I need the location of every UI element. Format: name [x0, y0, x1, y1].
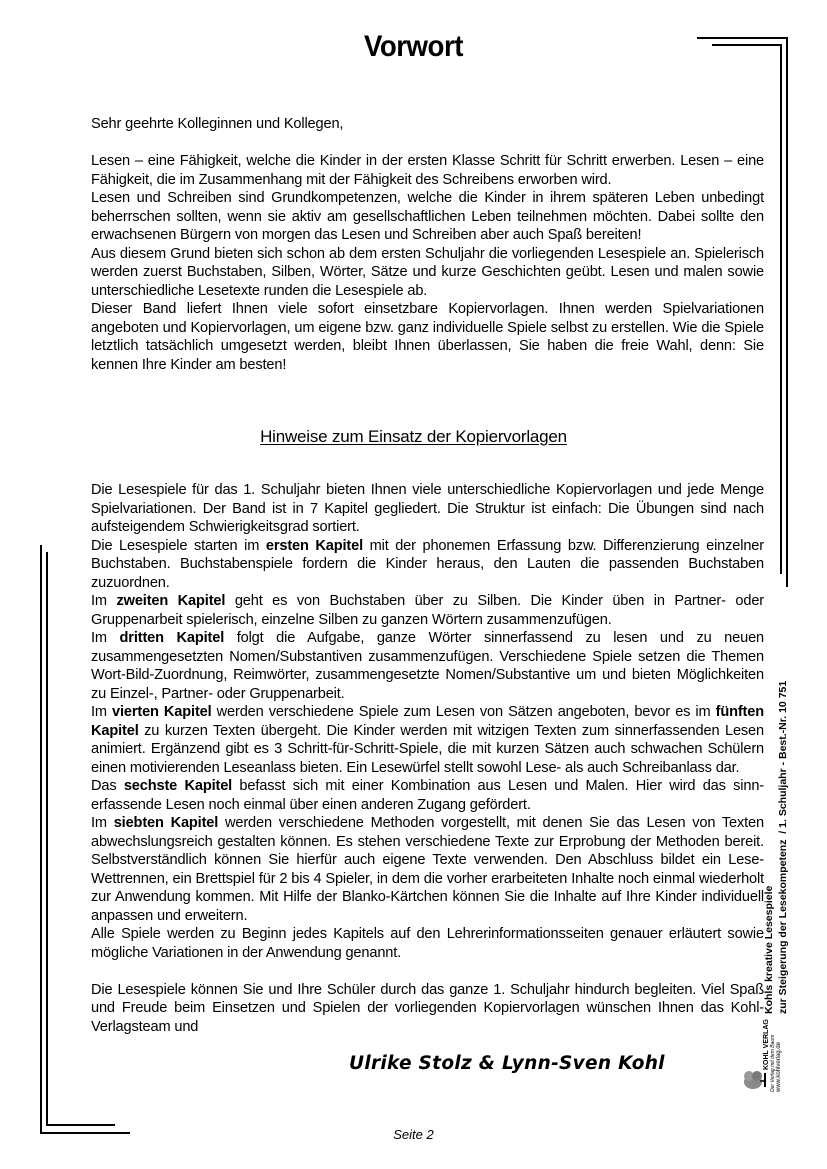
frame-right-inner — [780, 44, 782, 574]
instruction-paragraph — [91, 777, 764, 814]
paragraph-text: werden verschiedene Spiele zum Lesen von Sätzen angeboten, bevor es im — [211, 704, 716, 720]
chapter-highlight: vierten Kapitel — [112, 704, 212, 720]
paragraph-text: Im — [91, 815, 114, 831]
page-number: Seite 2 — [393, 1127, 434, 1142]
paragraph-text: zu kurzen Texten übergeht. Die Kinder werden mit witzigen Texten zum sinnerfassenden Lesen animiert. Ergänzend gibt es 3 Schritt-für-Schritt-Spiele, die mit kurzen Sätzen auch schwachen Schülern einen motivierenden Leseanlass bieten. Ein Lesewürfel stellt sowohl Lese- als auch Schreibanlass dar. — [91, 722, 764, 776]
page-title: Vorwort — [363, 30, 463, 63]
paragraph-text: Im — [91, 593, 117, 609]
intro-paragraph: Aus diesem Grund bieten sich schon ab dem ersten Schuljahr die vorliegenden Lesespiele an. Spielerisch werden zuerst Buchstaben, Silben, Wörter, Sätze und kurze Geschichten geübt. Lesen und malen sowie unterschiedliche Lesetexte runden die Lesespiele ab. — [91, 245, 764, 299]
sidebar-book-subtitle — [777, 681, 789, 1014]
chapter-highlight: fünften Kapitel — [91, 704, 764, 739]
signature: Ulrike Stolz & Lynn-Sven Kohl — [349, 1053, 665, 1074]
book-title-line2: zur Steigerung der Lesekompetenz — [777, 839, 789, 1014]
intro-paragraph: Lesen – eine Fähigkeit, welche die Kinder in der ersten Klasse Schritt für Schritt erwerben. Lesen – eine Fähigkeit, die im Zusammenhang mit der Fähigkeit des Schreibens erworben wird. — [91, 153, 764, 188]
paragraph-text: Im — [91, 704, 113, 720]
paragraph-text: mit der phonemen Erfassung bzw. Differenzierung einzelner Buchstaben. Buchstabenspiele fordern die Kinder heraus, den Lauten die passenden Buchstaben zuzuordnen. — [91, 537, 764, 591]
grade-and-order-number: / 1. Schuljahr - Best.-Nr. 10 751 — [777, 680, 789, 834]
chapter-highlight: zweiten Kapitel — [116, 593, 226, 609]
instruction-paragraph — [91, 629, 764, 703]
publisher-url: www.kohlverlag.de — [776, 1041, 782, 1092]
paragraph-text: folgt die Aufgabe, ganze Wörter sinnerfassend zu lesen und zu neuen zusammengesetzten Nomen/Substantiven zusammenzufügen. Verschiedene Spiele setzen die Themen Wort-Bild-Zuordnung, Reimwörter, zusammengesetzte Nomen/Substantive um und bieten Möglichkeiten zu Einzel-, Partner- oder Gruppenarbeit. — [91, 630, 765, 702]
instruction-paragraph — [91, 537, 764, 593]
sidebar-book-title — [763, 886, 775, 1014]
paragraph-text: Die Lesespiele starten im — [91, 537, 266, 554]
instruction-paragraph — [91, 703, 764, 777]
instruction-paragraph — [91, 481, 764, 537]
chapter-highlight: ersten Kapitel — [265, 537, 363, 554]
chapter-highlight: dritten Kapitel — [119, 630, 225, 646]
chapter-highlight: siebten Kapitel — [113, 815, 219, 831]
book-title-line1: Kohls kreative Lesespiele — [763, 885, 775, 1014]
intro-section — [91, 115, 764, 374]
closing-paragraph: Die Lesespiele können Sie und Ihre Schüler durch das ganze 1. Schuljahr hindurch begleiten. Viel Spaß und Freude beim Einsetzen und Spielen der vorliegenden Kopiervorlagen wünschen Ihnen das Kohl-Verlagsteam und — [91, 981, 764, 1035]
publisher-slogan: Der Verlag mit dem Baum — [770, 1034, 776, 1092]
paragraph-text: Im — [91, 630, 120, 646]
instruction-paragraph — [91, 925, 764, 962]
greeting: Sehr geehrte Kolleginnen und Kollegen, — [91, 116, 344, 132]
frame-bottom-inner — [46, 1124, 115, 1126]
frame-right-outer — [786, 37, 788, 587]
publisher-logo — [742, 1018, 780, 1092]
frame-left-inner — [46, 552, 48, 1125]
paragraph-text: befasst sich mit einer Kombination aus Lesen und Malen. Hier wird das sinn-erfassende Lesen noch einmal über einen anderen Zugang gefördert. — [91, 778, 764, 813]
paragraph-text: werden verschiedene Methoden vorgestellt, mit denen Sie das Lesen von Texten abwechslungsreich gestalten können. Es stehen verschiedene Texte zur Erprobung der Methoden bereit. Selbstverständlich können Sie hierfür auch eigene Texte verwenden. Den Abschluss bildet ein Lese-Wettrennen, ein Brettspiel für 2 bis 4 Spieler, in dem die vorher erarbeiteten Inhalte noch einmal wiederholt zur Anwendung kommen. Mit Hilfe der Blanko-Kärtchen können Sie die Inhalte auf Ihre Kinder individuell anpassen und erweitern. — [91, 815, 764, 924]
frame-left-outer — [40, 545, 42, 1134]
paragraph-text: geht es von Buchstaben über zu Silben. Die Kinder üben in Partner- oder Gruppenarbeit spielerisch, einzelne Silben zu ganzen Wörtern zusammenzufügen. — [91, 593, 764, 628]
instructions-section — [91, 481, 764, 1036]
paragraph-text: Das — [91, 778, 124, 794]
instruction-paragraph — [91, 592, 764, 629]
instruction-paragraph — [91, 814, 764, 925]
section-heading: Hinweise zum Einsatz der Kopiervorlagen — [260, 427, 567, 446]
paragraph-text: Alle Spiele werden zu Beginn jedes Kapitels auf den Lehrerinformationsseiten genauer erläutert sowie mögliche Variationen in der Anwendung genannt. — [91, 926, 764, 961]
chapter-highlight: sechste Kapitel — [123, 778, 233, 794]
paragraph-text: Die Lesespiele für das 1. Schuljahr bieten Ihnen viele unterschiedliche Kopiervorlagen und jede Menge Spielvariationen. Der Band ist in 7 Kapitel gegliedert. Die Struktur ist einfach: Die Übungen sind nach aufsteigendem Schwierigkeitsgrad sortiert. — [91, 482, 764, 535]
intro-paragraph: Lesen und Schreiben sind Grundkompetenzen, welche die Kinder in ihrem späteren Leben unbedingt beherrschen sollten, wenn sie aktiv am gesellschaftlichen Leben teilnehmen möchten. Dabei sollte den erwachsenen Bürgern von morgen das Lesen und Schreiben aber auch Spaß bereiten! — [91, 190, 764, 243]
intro-paragraph: Dieser Band liefert Ihnen viele sofort einsetzbare Kopiervorlagen. Ihnen werden Spielvariationen angeboten und Kopiervorlagen, um eigene bzw. ganz individuelle Spiele selbst zu erstellen. Wie die Spiele letztlich tatsächlich umgesetzt werden, bleibt Ihnen überlassen, Sie haben die freie Wahl, denn: Sie kennen Ihre Kinder am besten! — [91, 301, 764, 373]
publisher-name: KOHL VERLAG — [763, 1019, 770, 1070]
